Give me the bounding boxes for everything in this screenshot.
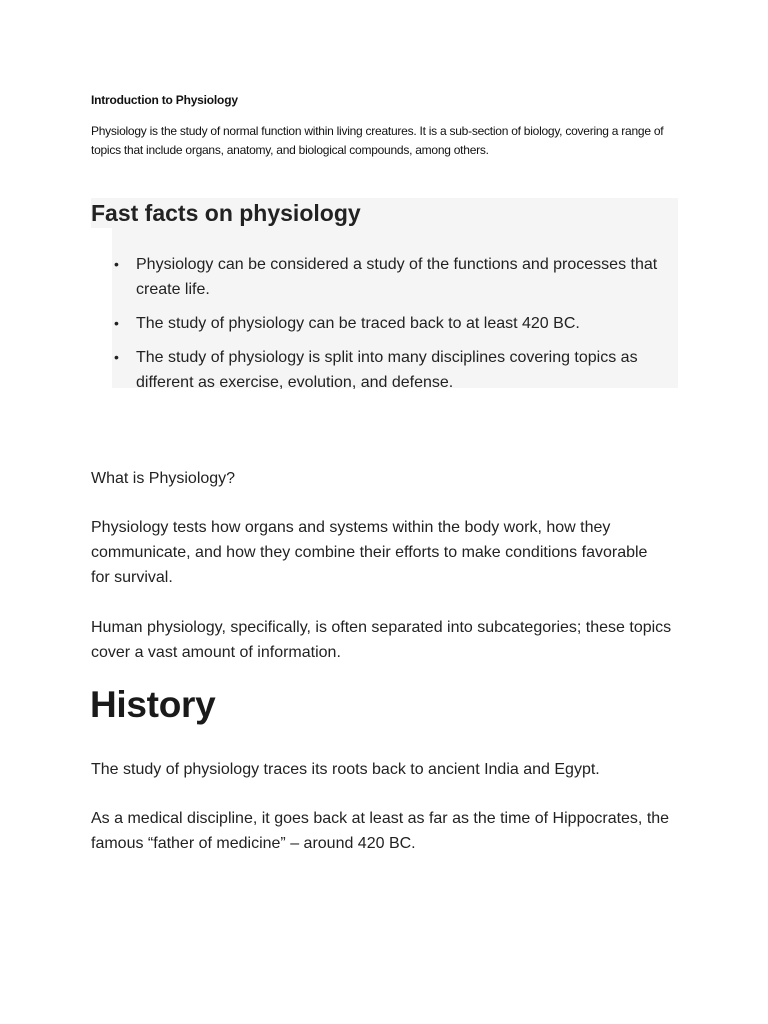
what-is-paragraph-1: Physiology tests how organs and systems within the body work, how they communicate, and how they combine their efforts to make conditions favorable for survival. (91, 519, 648, 586)
bullet-icon: • (114, 315, 119, 331)
list-item (114, 345, 671, 395)
what-is-paragraph-2: Human physiology, specifically, is often separated into subcategories; these topics cover a vast amount of information. (91, 619, 672, 661)
fast-facts-heading: Fast facts on physiology (91, 200, 361, 226)
bullet-icon: • (114, 256, 119, 272)
bullet-icon: • (114, 349, 119, 365)
list-item-text: Physiology can be considered a study of the functions and processes that create life. (136, 256, 658, 298)
fast-facts-box (91, 198, 678, 391)
intro-paragraph: Physiology is the study of normal function within living creatures. It is a sub-section of biology, covering a range of topics that include organs, anatomy, and biological compounds, among others. (91, 124, 664, 157)
history-paragraph-1: The study of physiology traces its roots back to ancient India and Egypt. (91, 761, 600, 778)
list-item (114, 311, 671, 336)
list-item-text: The study of physiology can be traced back to at least 420 BC. (136, 315, 580, 332)
what-is-physiology-question: What is Physiology? (91, 470, 236, 487)
history-heading: History (90, 684, 216, 725)
fast-facts-list (114, 252, 671, 404)
list-item-text: The study of physiology is split into many disciplines covering topics as different as exercise, evolution, and defense. (136, 349, 638, 391)
history-paragraph-2: As a medical discipline, it goes back at least as far as the time of Hippocrates, the famous “father of medicine” – around 420 BC. (91, 810, 670, 852)
intro-title: Introduction to Physiology (91, 93, 238, 107)
list-item (114, 252, 671, 302)
